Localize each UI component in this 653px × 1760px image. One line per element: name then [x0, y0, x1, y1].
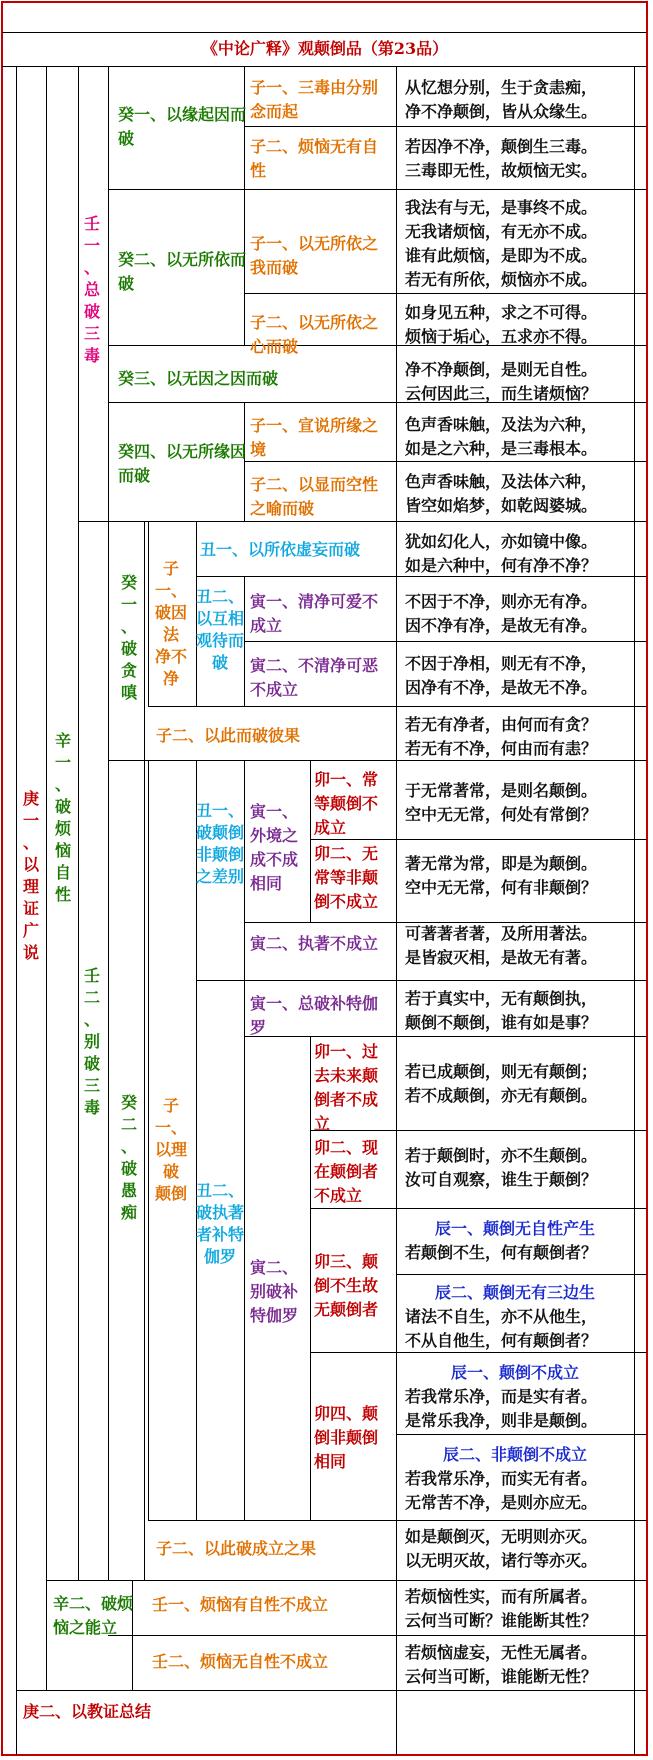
yin-c2: 寅二、别破补特伽罗 [250, 1258, 299, 1325]
yin-c1: 寅一、总破补特伽罗 [250, 994, 379, 1037]
v-rule [78, 66, 79, 1580]
verse-13: 著无常为常，即是为颠倒。 空中无无常，何有非颠倒？ [405, 854, 598, 897]
chen-3: 辰一、颠倒不成立 [450, 1363, 579, 1382]
verse-18: 若颠倒不生，何有颠倒者？ [405, 1243, 598, 1262]
h-rule [108, 1635, 647, 1636]
zi-d2: 子二、以此而破彼果 [156, 726, 301, 745]
h-rule [396, 1434, 647, 1435]
zi-d1-text: 子一、 破因法 净不净 [154, 559, 187, 688]
h-rule [310, 1208, 647, 1209]
verse-22: 如是颠倒灭，无明则亦灭。 以无明灭故，诸行等亦灭。 [405, 1527, 598, 1570]
mao-b1: 卯一、过去未来颠倒者不成立 [314, 1042, 379, 1133]
verse-12: 于无常著常，是则名颠倒。 空中无无常，何处有常倒？ [405, 781, 598, 824]
verse-2: 若因净不净，颠倒生三毒。 三毒即无性，故烦恼无实。 [405, 137, 598, 180]
v-rule [396, 66, 397, 1755]
xin1-text: 辛 一 、 破 烦 恼 自 性 [54, 731, 71, 904]
chou-b2 [196, 1180, 244, 1268]
verse-20: 若我常乐净，而是实有者。 是常乐我净，则非是颠倒。 [405, 1387, 598, 1430]
h-rule [196, 980, 647, 981]
verse-8: 犹如幻化人，亦如镜中像。 如是六种中，何有净不净？ [405, 532, 598, 575]
geng1-text: 庚 一 、 以 理 证 广 说 [22, 789, 39, 962]
ren1-text: 壬 一 、 总 破 三 毒 [83, 214, 100, 365]
h-rule [2, 66, 647, 67]
zi-d1 [148, 558, 194, 690]
gui4a-label: 癸四、以无所缘因而破 [118, 442, 247, 485]
verse-1: 从忆想分别，生于贪恚痴， 净不净颠倒，皆从众缘生。 [405, 78, 598, 121]
gui2b-text: 癸 二 、 破 愚 痴 [120, 1093, 137, 1222]
v-rule [244, 576, 245, 706]
mao-b2: 卯二、现在颠倒者不成立 [314, 1138, 379, 1205]
gui2b-label [114, 1092, 144, 1224]
v-rule [310, 760, 311, 922]
verse-14: 可著著者著，及所用著法。 是皆寂灭相，是故无有著。 [405, 924, 598, 967]
ren2-text: 壬 二 、 别 破 三 毒 [83, 966, 100, 1117]
gui3a-label: 癸三、以无因之因而破 [118, 369, 279, 388]
verse-9: 不因于不净，则亦无有净。 因不净有净，是故无有净。 [405, 592, 598, 635]
verse-21: 若我常乐净，而实无有者。 无常苦不净，是则亦应无。 [405, 1469, 598, 1512]
zi-e1-text: 子一、 以理破 颠倒 [154, 1096, 187, 1203]
verse-5: 净不净颠倒，是则无自性。 云何因此三，而生诸烦恼？ [405, 360, 598, 403]
zi-a1: 子一、三毒由分别念而起 [250, 78, 379, 121]
yin-a1: 寅一、清净可爱不成立 [250, 592, 379, 635]
yin-b1: 寅一、外境之成不成相同 [250, 802, 299, 893]
zi-b2: 子二、以无所依之心而破 [250, 313, 379, 356]
gui1b-text: 癸 一 、 破 贪 嗔 [120, 573, 137, 702]
page-title: 《中论广释》观颠倒品（第23品） [201, 39, 449, 58]
verse-11: 若无有净者，由何而有贪？ 若无有不净，何由而有恚？ [405, 715, 598, 758]
h-rule [2, 32, 647, 33]
chou-a1: 丑一、以所依虚妄而破 [200, 540, 361, 559]
verse-10: 不因于净相，则无有不净， 因净有不净，是故无不净。 [405, 654, 598, 697]
h-rule [148, 706, 647, 707]
gui2a-label: 癸二、以无所依而破 [118, 250, 247, 293]
h-rule [396, 1274, 647, 1275]
v-rule [634, 66, 635, 1755]
ren-x1: 壬一、烦恼有自性不成立 [152, 1595, 329, 1614]
h-rule [244, 641, 647, 642]
verse-24: 若烦恼虚妄，无性无属者。 云何当可断，谁能断无性？ [405, 1643, 598, 1686]
verse-6: 色声香味触，及法为六种， 如是之六种，是三毒根本。 [405, 415, 598, 458]
yin-b2: 寅二、执著不成立 [250, 934, 379, 953]
verse-16: 若已成颠倒，则无有颠倒； 若不成颠倒，亦无有颠倒。 [405, 1062, 598, 1105]
ren2-label [80, 965, 104, 1119]
v-rule [244, 760, 245, 980]
geng1-label [17, 788, 45, 964]
mao-b4: 卯四、颠倒非颠倒相同 [314, 1404, 379, 1471]
geng2-label: 庚二、以教证总结 [23, 1702, 152, 1721]
yin-a2: 寅二、不清净可恶不成立 [250, 656, 379, 699]
verse-15: 若于真实中，无有颠倒执， 颠倒不颠倒，谁有如是事？ [405, 989, 598, 1032]
gui1b-label [114, 572, 144, 704]
xin1-label [49, 730, 77, 906]
h-rule [16, 1690, 647, 1691]
v-rule [144, 760, 145, 1580]
v-rule [244, 980, 245, 1520]
h-rule [148, 1520, 647, 1521]
zi-c2: 子二、以显而空性之喻而破 [250, 475, 379, 518]
verse-7: 色声香味触，及法体六种， 皆空如焰梦，如乾闼婆城。 [405, 472, 598, 515]
gui1a-label: 癸一、以缘起因而破 [118, 105, 247, 148]
chou-b1-text: 丑一、 破颠倒 非颠倒 之差别 [196, 801, 245, 886]
mao-a2: 卯二、无常等非颠倒不成立 [314, 844, 379, 911]
h-rule [46, 1580, 647, 1581]
mao-a1: 卯一、常等颠倒不成立 [314, 770, 379, 837]
chou-b1 [196, 800, 244, 888]
xin2-label: 辛二、破烦恼之能立 [53, 1594, 134, 1637]
chou-a2-text: 丑二、 以互相 观待而 破 [196, 587, 245, 672]
ren1-label [80, 213, 104, 367]
v-rule [46, 66, 47, 1690]
mao-b3: 卯三、颠倒不生故无颠倒者 [314, 1252, 379, 1319]
chou-a2 [196, 586, 244, 674]
chou-b2-text: 丑二、 破执著 者补特 伽罗 [196, 1181, 245, 1266]
chen-2: 辰二、颠倒无有三边生 [434, 1283, 595, 1302]
h-rule [244, 293, 647, 294]
zi-c1: 子一、宣说所缘之境 [250, 416, 379, 459]
v-rule [108, 66, 109, 1580]
verse-17: 若于颠倒时，亦不生颠倒。 汝可自观察，谁生于颠倒？ [405, 1146, 598, 1189]
v-rule [310, 1036, 311, 1520]
zi-e1 [150, 1095, 192, 1205]
v-rule [148, 760, 149, 1520]
h-rule [244, 126, 647, 127]
h-rule [108, 189, 647, 190]
zi-e2: 子二、以此破成立之果 [156, 1539, 317, 1558]
verse-23: 若烦恼性实，而有所属者。 云何当可断？谁能断其性？ [405, 1587, 598, 1630]
zi-a2: 子二、烦恼无有自性 [250, 137, 379, 180]
chen-1: 辰一、颠倒无自性产生 [434, 1219, 595, 1238]
zi-b1: 子一、以无所依之我而破 [250, 234, 379, 277]
chen-4: 辰二、非颠倒不成立 [442, 1445, 587, 1464]
ren-x2: 壬二、烦恼无自性不成立 [152, 1652, 329, 1671]
verse-3: 我法有与无，是事终不成。 无我诸烦恼，有无亦不成。 谁有此烦恼，是即为不成。 若无有所依，烦恼亦不成。 [405, 198, 598, 289]
h-rule [78, 521, 647, 522]
verse-4: 如身见五种，求之不可得。 烦恼于垢心，五求亦不得。 [405, 303, 598, 346]
verse-19: 诸法不自生，亦不从他生， 不从自他生，何有颠倒者？ [405, 1307, 598, 1350]
v-rule [144, 521, 145, 760]
